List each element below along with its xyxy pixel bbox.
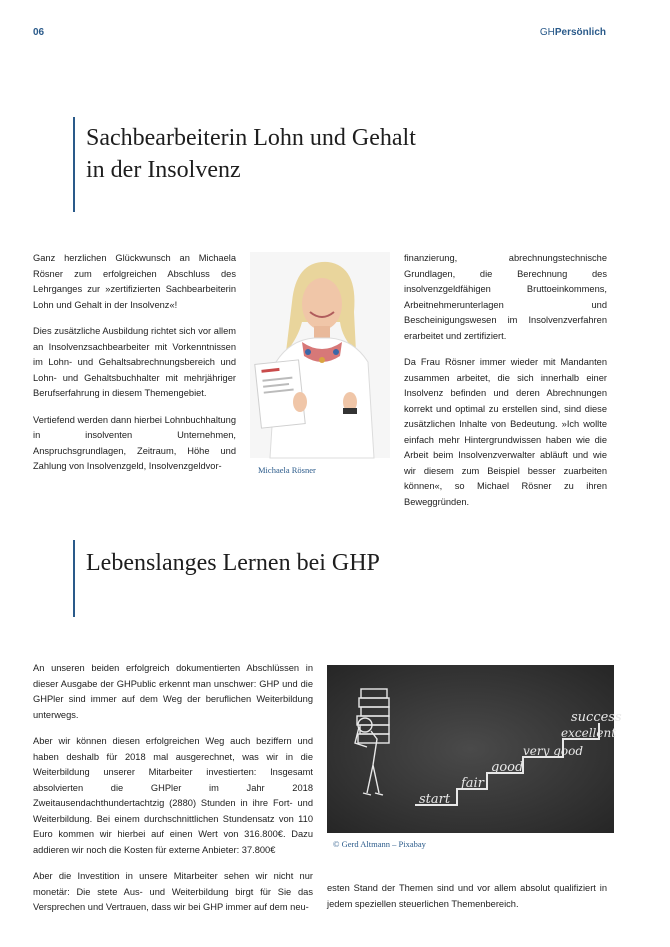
article1-paragraph: finanzierung, abrechnungstechnische Grundlagen, die Berechnung des insolvenzgeldfähigen Bruttoeinkommens, Arbeitnehmerunterlagen und Bescheinigungswesen im Insolvenzverfahren erarbeitet und zertifiziert.	[404, 253, 607, 341]
article2-heading: Lebenslanges Lernen bei GHP	[86, 550, 380, 576]
portrait-photo	[250, 252, 390, 458]
heading-rule	[73, 540, 75, 617]
article2-paragraph: esten Stand der Themen sind und vor allem absolut qualifiziert in jedem speziellen steuerlichen Themenbereich.	[327, 883, 607, 909]
chalk-word: success	[571, 710, 622, 725]
chalkboard-illustration	[327, 665, 622, 833]
article1-column1	[33, 251, 236, 486]
article1-paragraph: Vertiefend werden dann hierbei Lohnbuchhaltung in insolventen Unternehmen, Anspruchsgrundlagen, Zeitraum, Höhe und Zahlung von Insolvenzgeld, Insolvenzgeldvor-	[33, 414, 236, 471]
chalk-word: good	[491, 760, 524, 775]
article1-column3	[404, 251, 607, 521]
heading-rule	[73, 117, 75, 212]
article2-paragraph: Aber die Investition in unsere Mitarbeiter sehen wir nicht nur monetär: Die stete Aus- und Weiterbildung birgt für Sie das Versprechen und Vertrauen, dass wir bei GHP immer auf dem neu-	[33, 871, 313, 912]
article1-heading-line2: in der Insolvenz	[86, 157, 241, 183]
portrait-illustration	[250, 252, 390, 458]
article1-paragraph: Da Frau Rösner immer wieder mit Mandanten zusammen arbeitet, die sich innerhalb einer Insolvenz befinden und deren Abrechnungen korrekt und optimal zu erstellen sind, sind diese zusätzlichen Inhalte von Bedeutung. »Ich wollte einfach mehr Hintergrundwissen haben wie die Arbeit beim Insolvenzverwalter abläuft und wie wir diesem zum Beispiel besser zuarbeiten können«, so Michael Rösner zu ihren Beweggründen.	[404, 357, 607, 507]
article1-paragraph: Dies zusätzliche Ausbildung richtet sich vor allem an Insolvenzsachbearbeiter mit Vorkenntnissen im Lohn- und Gehaltsabrechnungsbereich und Lohn- und Gehaltsbuchhalter mit mehrjähriger Berufserfahrung in diesem Themengebiet.	[33, 326, 236, 398]
brand-prefix: GH	[539, 27, 555, 38]
photo-caption: Michaela Rösner	[258, 465, 316, 475]
brand-suffix: Persönlich	[554, 27, 606, 38]
article1-heading-line1: Sachbearbeiterin Lohn und Gehalt	[86, 125, 416, 151]
chalk-word: excellent	[561, 726, 617, 740]
image-caption: © Gerd Altmann – Pixabay	[333, 839, 426, 849]
article2-column2	[327, 881, 607, 923]
article2-paragraph: An unseren beiden erfolgreich dokumentierten Abschlüssen in dieser Ausgabe der GHPublic erkennt man unschwer: GHP und die GHPler sind immer auf dem Weg der beruflichen Weiterbildung unterwegs.	[33, 663, 313, 720]
chalkboard-image	[327, 665, 622, 833]
article1-heading	[86, 122, 586, 186]
magazine-brand	[540, 27, 606, 38]
chalk-word: fair	[461, 776, 484, 791]
page-number: 06	[33, 27, 45, 38]
article2-column1	[33, 661, 313, 927]
chalk-word: start	[419, 792, 451, 807]
chalk-word: very good	[523, 744, 584, 758]
article1-paragraph: Ganz herzlichen Glückwunsch an Michaela Rösner zum erfolgreichen Abschluss des Lehrganges zur »zertifizierten Sachbearbeiterin Lohn und Gehalt in der Insolvenz«!	[33, 253, 236, 310]
article2-paragraph: Aber wir können diesen erfolgreichen Weg auch beziffern und haben deshalb für 2018 mal ausgerechnet, was wir in die Weiterbildung unserer Mitarbeiter investierten: Insgesamt absolvierten die GHPler im Jahr 2018 Zweitausendachthundertachtzig (2880) Stunden in ihre Fort- und Weiterbildung. Bei einem durchschnittlichen Stundensatz von 110 Euro kommen wir hierbei auf einen Wert von 316.800€. Dazu addieren wir noch die Kosten für externe Anbieter: 37.800€	[33, 736, 313, 855]
